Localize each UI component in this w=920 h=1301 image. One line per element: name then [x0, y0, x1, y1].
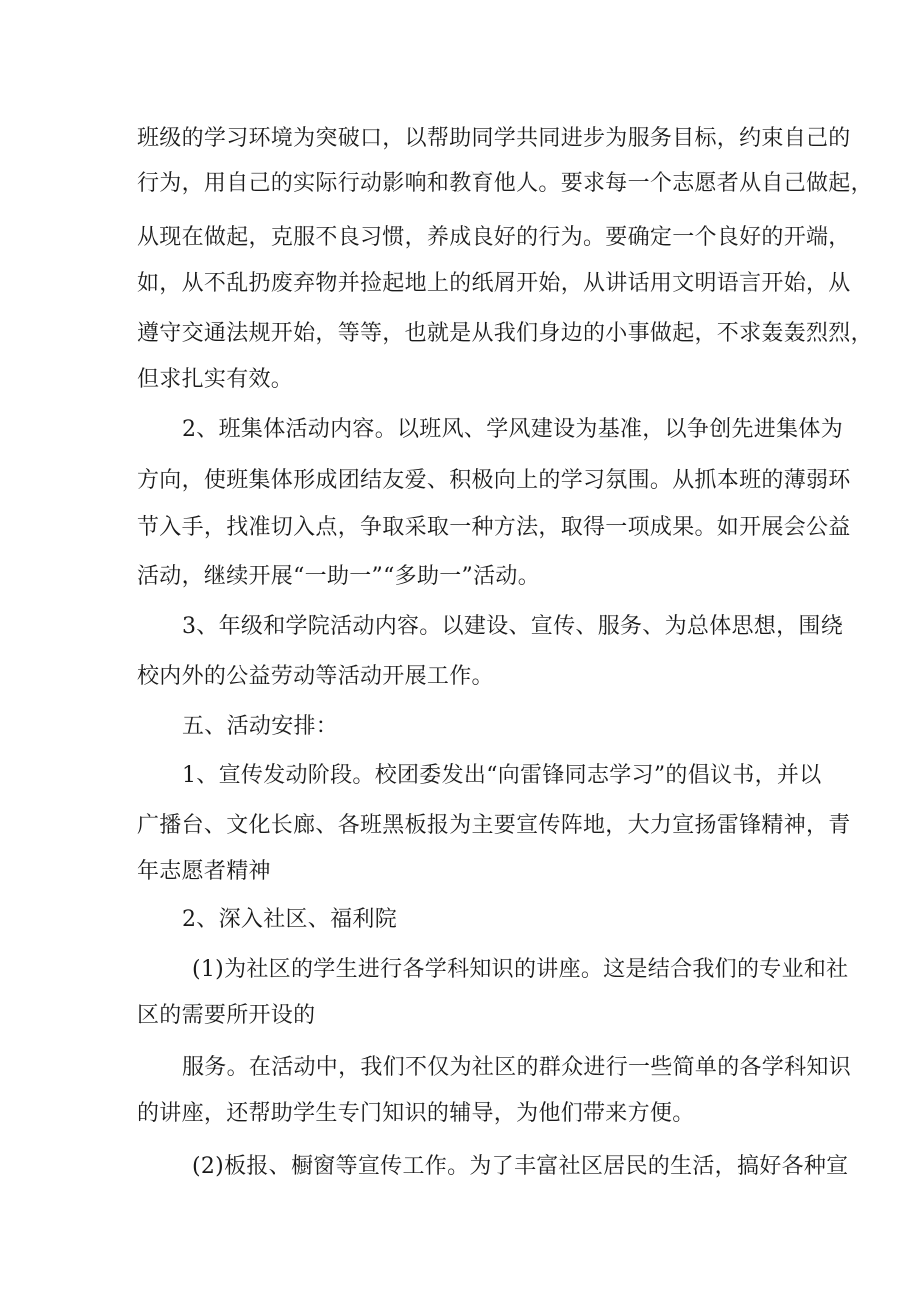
- text-line: 的讲座，还帮助学生专门知识的辅导，为他们带来方便。: [137, 1101, 695, 1126]
- section-heading: 五、活动安排：: [182, 714, 339, 739]
- text-line: 年志愿者精神: [137, 859, 271, 884]
- text-line: 服务。在活动中，我们不仅为社区的群众进行一些简单的各学科知识: [182, 1055, 852, 1080]
- text-line: 校内外的公益劳动等活动开展工作。: [137, 664, 494, 689]
- text-line: 班级的学习环境为突破口，以帮助同学共同进步为服务目标，约束自己的: [137, 126, 851, 151]
- text-line: 如，从不乱扔废弃物并捡起地上的纸屑开始，从讲话用文明语言开始，从: [137, 271, 851, 296]
- text-line: (2)板报、橱窗等宣传工作。为了丰富社区居民的生活，搞好各种宣: [192, 1154, 849, 1179]
- text-line: 节入手，找准切入点，争取采取一种方法，取得一项成果。如开展会公益: [137, 515, 851, 540]
- text-line: 方向，使班集体形成团结友爱、积极向上的学习氛围。从抓本班的薄弱环: [137, 468, 851, 493]
- text-line: 遵守交通法规开始，等等，也就是从我们身边的小事做起，不求轰轰烈烈，: [137, 321, 873, 346]
- text-line: 区的需要所开设的: [137, 1003, 316, 1028]
- text-line: 1、宣传发动阶段。校团委发出“向雷锋同志学习”的倡议书，并以: [182, 763, 822, 788]
- text-line: 行为，用自己的实际行动影响和教育他人。要求每一个志愿者从自己做起，: [137, 171, 873, 196]
- text-line: 从现在做起，克服不良习惯，养成良好的行为。要确定一个良好的开端，: [137, 225, 851, 250]
- text-line: 活动，继续开展“一助一”“多助一”活动。: [137, 564, 540, 589]
- text-line: 2、深入社区、福利院: [182, 907, 397, 932]
- text-line: 广播台、文化长廊、各班黑板报为主要宣传阵地，大力宣扬雷锋精神，青: [137, 813, 851, 838]
- text-line: (1)为社区的学生进行各学科知识的讲座。这是结合我们的专业和社: [192, 957, 849, 982]
- text-line: 2、班集体活动内容。以班风、学风建设为基准，以争创先进集体为: [182, 417, 843, 442]
- text-line: 但求扎实有效。: [137, 367, 294, 392]
- text-line: 3、年级和学院活动内容。以建设、宣传、服务、为总体思想，围绕: [182, 614, 843, 639]
